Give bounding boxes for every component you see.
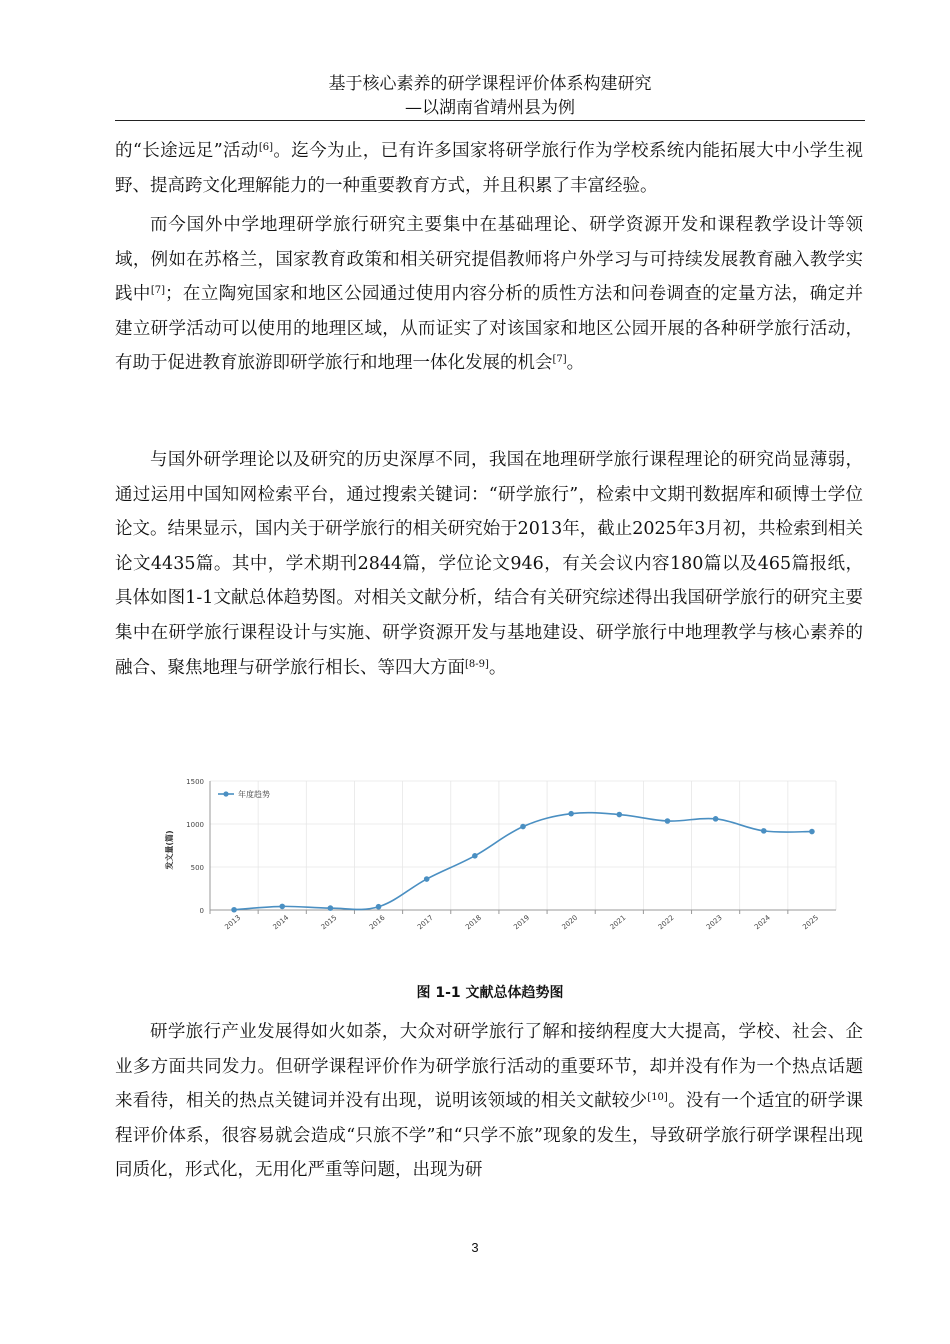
header-rule [115, 120, 865, 121]
x-tick-label-2016: 2016 [367, 913, 387, 932]
citation-10: [10] [647, 1092, 668, 1104]
x-tick-label-2022: 2022 [656, 913, 676, 932]
trend-line-chart [160, 770, 840, 945]
y-axis-label: 发文量(篇) [165, 830, 174, 870]
data-point-2017 [424, 876, 430, 882]
p2-text-2: ；在立陶宛国家和地区公园通过使用内容分析的质性方法和问卷调查的定量方法，确定并建立研学活动可以使用的地理区域，从而证实了对该国家和地区公园开展的各种研学旅行活动，有助于促进教育旅游即研学旅行和地理一体化发展的机会 [115, 284, 864, 374]
citation-7b: [7] [552, 354, 567, 366]
data-point-2015 [328, 905, 334, 911]
x-tick-label-2019: 2019 [512, 913, 532, 932]
x-tick-label-2024: 2024 [753, 913, 772, 932]
x-tick-label-2021: 2021 [608, 913, 628, 932]
p1-text-1: 的“长途远足”活动 [115, 141, 259, 161]
page-number: 3 [471, 1240, 479, 1255]
p1-text-2: 。迄今为止，已有许多国家将研学旅行作为学校系统内能拓展大中小学生视野、提高跨文化理解能力的一种重要教育方式，并且积累了丰富经验。 [115, 141, 863, 196]
data-point-2021 [617, 812, 623, 818]
paragraph-1 [115, 134, 863, 203]
p3-text-1: 与国外研学理论以及研究的历史深厚不同，我国在地理研学旅行课程理论的研究尚显薄弱，通过运用中国知网检索平台，通过搜索关键词：“研学旅行”，检索中文期刊数据库和硕博士学位论文。结果显示，国内关于研学旅行的相关研究始于2013年，截止2025年3月初，共检索到相关论文4435篇。其中，学术期刊2844篇，学位论文946，有关会议内容180篇以及465篇报纸，具体如图1-1文献总体趋势图。对相关文献分析，结合有关研究综述得出我国研学旅行的研究主要集中在研学旅行课程设计与实施、研学资源开发与基地建设、研学旅行中地理教学与核心素养的融合、聚焦地理与研学旅行相长、等四大方面 [115, 450, 863, 678]
citation-8-9: [8-9] [465, 658, 489, 670]
chart-grid [210, 781, 836, 910]
x-tick-label-2023: 2023 [704, 913, 724, 932]
data-point-2014 [279, 904, 285, 910]
data-point-2023 [713, 816, 719, 822]
legend-label: 年度趋势 [238, 790, 270, 799]
header-subtitle: —以湖南省靖州县为例 [405, 98, 575, 118]
x-tick-label-2018: 2018 [464, 913, 483, 932]
y-tick-label: 1000 [186, 821, 204, 829]
data-point-2024 [761, 828, 767, 834]
data-point-2016 [376, 904, 382, 910]
paragraph-2 [115, 208, 863, 381]
x-tick-label-2025: 2025 [801, 913, 821, 932]
data-point-2013 [231, 907, 237, 913]
x-tick-label-2014: 2014 [271, 913, 291, 932]
chart-legend [218, 789, 270, 799]
citation-6: [6] [258, 142, 273, 153]
y-tick-label: 1500 [186, 778, 204, 786]
data-point-2020 [568, 811, 574, 817]
p2-text-1: 而今国外中学地理研学旅行研究主要集中在基础理论、研学资源开发和课程教学设计等领域，例如在苏格兰，国家教育政策和相关研究提倡教师将户外学习与可持续发展教育融入教学实践中 [115, 215, 863, 305]
paragraph-4 [115, 1015, 863, 1188]
p4-text-2: 。没有一个适宜的研学课程评价体系，很容易就会造成“只旅不学”和“只学不旅”现象的发生，导致研学旅行研学课程出现同质化，形式化，无用化严重等问题，出现为研 [115, 1091, 864, 1181]
p2-text-3: 。 [566, 353, 585, 374]
p3-text-2: 。 [488, 657, 507, 678]
data-point-2018 [472, 853, 478, 859]
x-tick-label-2015: 2015 [319, 913, 339, 932]
figure-caption: 图 1-1 文献总体趋势图 [416, 985, 564, 1001]
p4-text-1: 研学旅行产业发展得如火如荼，大众对研学旅行了解和接纳程度大大提高，学校、社会、企业多方面共同发力。但研学课程评价作为研学旅行活动的重要环节，却并没有作为一个热点话题来看待，相关的热点关键词并没有出现，说明该领域的相关文献较少 [115, 1022, 863, 1112]
paragraph-3 [115, 443, 863, 685]
x-tick-label-2013: 2013 [223, 913, 243, 932]
x-tick-label-2020: 2020 [560, 913, 580, 932]
data-point-2025 [809, 829, 815, 835]
data-point-2022 [665, 818, 671, 824]
x-tick-label-2017: 2017 [416, 913, 435, 932]
data-point-2019 [520, 824, 526, 830]
citation-7a: [7] [150, 285, 165, 297]
legend-marker [223, 791, 228, 796]
y-tick-label: 500 [190, 864, 204, 872]
header-title: 基于核心素养的研学课程评价体系构建研究 [328, 74, 652, 94]
y-tick-label: 0 [199, 907, 204, 915]
running-header [115, 72, 865, 120]
series-points [231, 811, 814, 913]
